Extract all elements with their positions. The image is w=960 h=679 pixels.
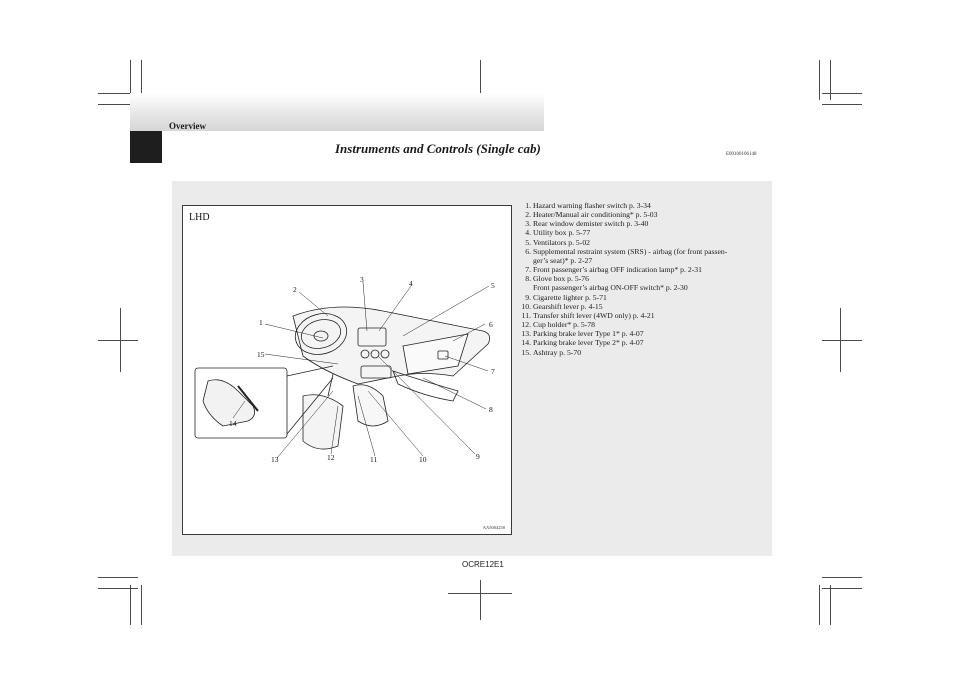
section-label: Overview xyxy=(169,121,206,131)
item-number: 7. xyxy=(525,265,531,275)
callout-6: 6 xyxy=(489,320,493,329)
item-number: 8. xyxy=(525,274,531,284)
footer-code: OCRE12E1 xyxy=(462,560,504,569)
item-subtext: Front passenger’s airbag ON-OFF switch* p. 2-30 xyxy=(533,283,688,293)
page-title: Instruments and Controls (Single cab) xyxy=(335,141,541,156)
item-number: 2. xyxy=(525,210,531,220)
crop-mark xyxy=(822,340,862,341)
controls-list xyxy=(520,201,768,357)
crop-mark xyxy=(822,588,862,589)
item-text: Cup holder* p. 5-78 xyxy=(533,320,595,330)
item-number: 4. xyxy=(525,228,531,238)
callout-14: 14 xyxy=(229,419,237,428)
item-text: Cigarette lighter p. 5-71 xyxy=(533,292,607,302)
callout-10: 10 xyxy=(419,455,427,464)
page-code: E00100106148 xyxy=(726,152,757,157)
list-item xyxy=(520,348,768,357)
crop-mark xyxy=(98,588,138,589)
dashboard-illustration xyxy=(183,206,513,536)
item-number: 11. xyxy=(521,310,531,320)
callout-4: 4 xyxy=(409,279,413,288)
callout-11: 11 xyxy=(370,455,378,464)
item-number: 3. xyxy=(525,219,531,229)
list-item xyxy=(520,274,768,292)
list-item xyxy=(520,338,768,347)
figure-label: LHD xyxy=(189,212,210,223)
section-tab xyxy=(130,131,162,163)
crop-mark xyxy=(819,585,820,625)
item-text: Utility box p. 5-77 xyxy=(533,228,591,238)
item-text: Supplemental restraint system (SRS) - airbag (for front passen- xyxy=(533,246,728,256)
list-item xyxy=(520,238,768,247)
callout-13: 13 xyxy=(271,455,279,464)
item-number: 15. xyxy=(521,347,531,357)
dashboard-figure xyxy=(182,205,512,535)
crop-mark xyxy=(480,580,481,620)
item-text: Front passenger’s airbag OFF indication lamp* p. 2-31 xyxy=(533,265,702,275)
item-number: 1. xyxy=(525,201,531,210)
crop-mark xyxy=(448,593,512,594)
callout-7: 7 xyxy=(491,367,495,376)
list-item xyxy=(520,228,768,237)
item-number: 6. xyxy=(525,246,531,256)
callout-8: 8 xyxy=(489,405,493,414)
item-number: 5. xyxy=(525,237,531,247)
item-number: 12. xyxy=(521,320,531,330)
crop-mark xyxy=(141,585,142,625)
item-number: 14. xyxy=(521,338,531,348)
item-text: Glove box p. 5-76 xyxy=(533,274,589,284)
item-text: Ashtray p. 5-70 xyxy=(533,347,582,357)
list-item xyxy=(520,247,768,265)
figure-code: AA5004258 xyxy=(482,525,505,530)
crop-mark xyxy=(822,93,862,94)
crop-mark xyxy=(830,585,831,625)
item-number: 9. xyxy=(525,292,531,302)
list-item xyxy=(520,329,768,338)
callout-2: 2 xyxy=(293,285,297,294)
crop-mark xyxy=(822,104,862,105)
callout-5: 5 xyxy=(491,281,495,290)
crop-mark xyxy=(98,340,138,341)
item-text: Parking brake lever Type 1* p. 4-07 xyxy=(533,329,644,339)
item-text: Heater/Manual air conditioning* p. 5-03 xyxy=(533,210,658,220)
crop-mark xyxy=(98,577,138,578)
item-text: Transfer shift lever (4WD only) p. 4-21 xyxy=(533,310,655,320)
crop-mark xyxy=(819,60,820,100)
item-text: Parking brake lever Type 2* p. 4-07 xyxy=(533,338,644,348)
list-item xyxy=(520,311,768,320)
callout-9: 9 xyxy=(476,452,480,461)
callout-15: 15 xyxy=(257,350,265,359)
item-number: 10. xyxy=(521,301,531,311)
callout-12: 12 xyxy=(327,453,335,462)
item-subtext: ger’s seat)* p. 2-27 xyxy=(533,255,593,265)
item-text: Ventilators p. 5-02 xyxy=(533,237,591,247)
list-item xyxy=(520,293,768,302)
list-item xyxy=(520,320,768,329)
dashboard-outline xyxy=(195,307,490,449)
list-item xyxy=(520,201,768,210)
item-text: Gearshift lever p. 4-15 xyxy=(533,301,603,311)
list-item xyxy=(520,302,768,311)
crop-mark xyxy=(822,577,862,578)
callout-1: 1 xyxy=(259,318,263,327)
list-item xyxy=(520,210,768,219)
callout-3: 3 xyxy=(360,275,364,284)
crop-mark xyxy=(130,585,131,625)
item-number: 13. xyxy=(521,329,531,339)
list-item xyxy=(520,219,768,228)
item-text: Hazard warning flasher switch p. 3-34 xyxy=(533,201,651,210)
crop-mark xyxy=(830,60,831,100)
list-item xyxy=(520,265,768,274)
item-text: Rear window demister switch p. 3-40 xyxy=(533,219,649,229)
